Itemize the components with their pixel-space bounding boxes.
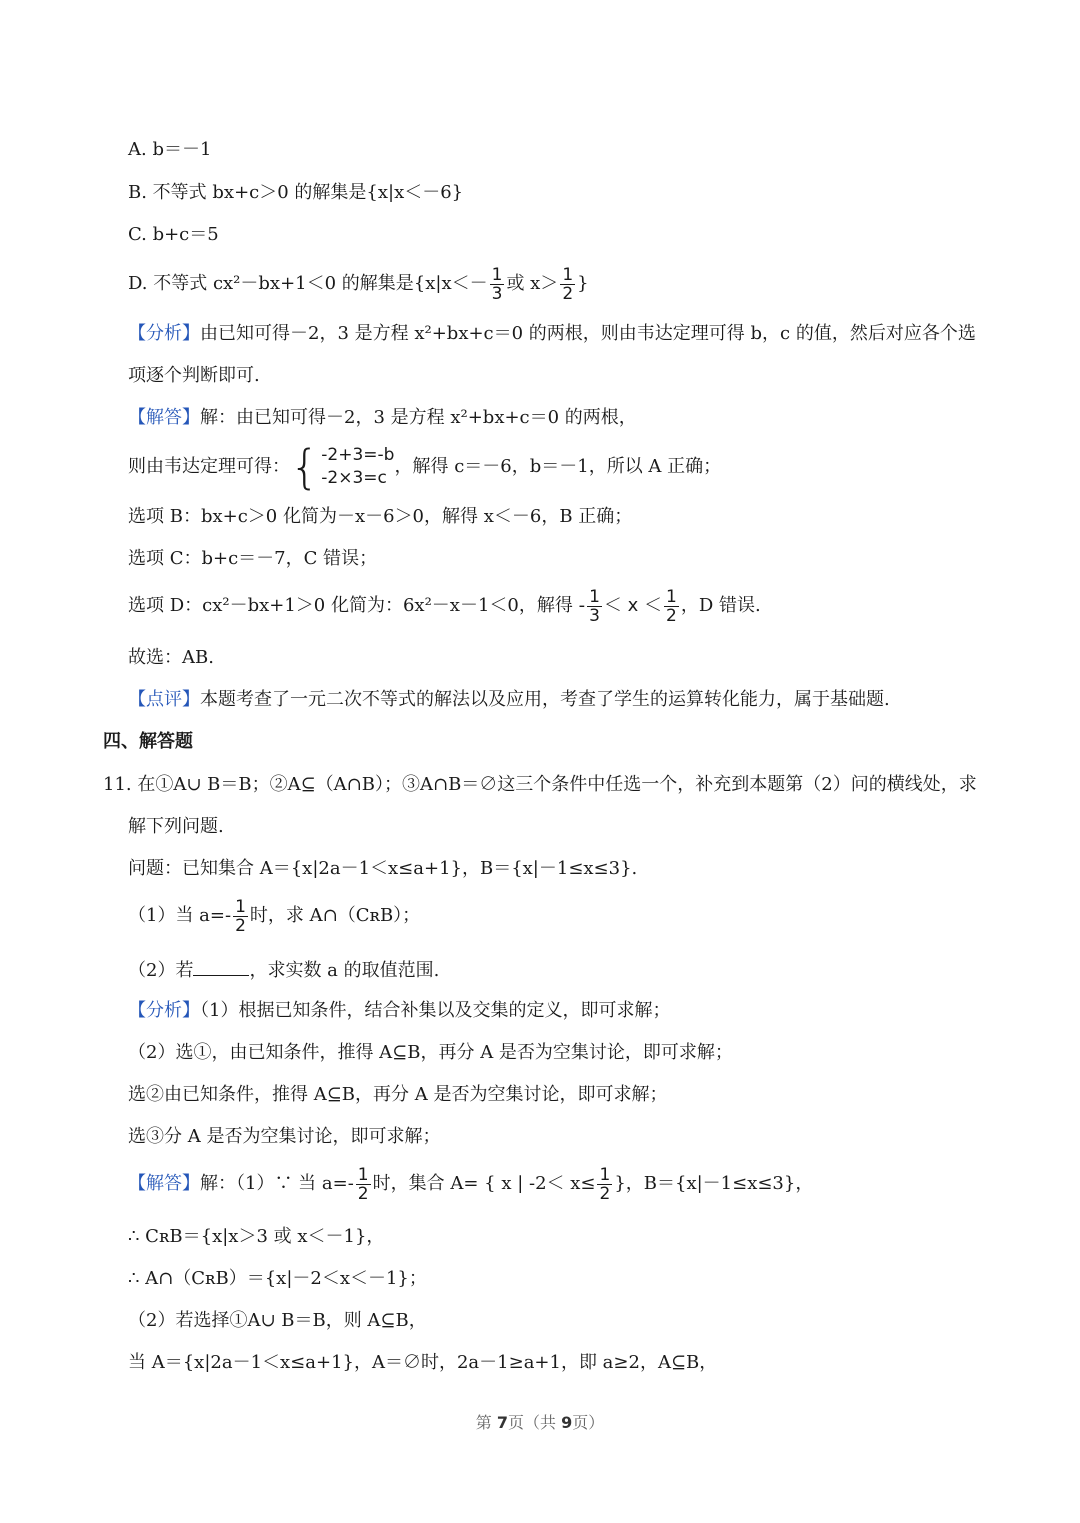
footer-mid: 页（共 bbox=[507, 1413, 562, 1432]
answer-line-2 bbox=[128, 442, 721, 492]
q11-text-2: 解下列问题. bbox=[128, 816, 224, 837]
option-d-mid: 或 x＞ bbox=[506, 273, 559, 294]
q11-problem-text: 问题：已知集合 A＝{x|2a－1＜x≤a+1}，B＝{x|－1≤x≤3}. bbox=[128, 858, 638, 879]
q11-part-2-pre: （2）若 bbox=[128, 960, 194, 981]
option-c bbox=[128, 223, 219, 247]
q11-problem bbox=[128, 857, 637, 881]
comment-text: 本题考查了一元二次不等式的解法以及应用，考查了学生的运算转化能力，属于基础题. bbox=[200, 689, 890, 710]
answer-text-5-pre: 选项 D：cx²－bx+1＞0 化简为：6x²－x－1＜0，解得 bbox=[128, 595, 579, 616]
q11-part-1-pre: （1）当 a=- bbox=[128, 905, 232, 926]
footer-pre: 第 bbox=[475, 1413, 497, 1432]
q11-part-1 bbox=[128, 894, 420, 938]
answer-line-6 bbox=[128, 646, 214, 670]
option-d-post: } bbox=[577, 273, 589, 294]
answer-text-6: 故选：AB. bbox=[128, 647, 214, 668]
analysis-tag: 【分析】 bbox=[128, 323, 200, 344]
equation-system bbox=[290, 440, 395, 494]
q11-answer-line-3 bbox=[128, 1267, 427, 1291]
q11-analysis-line-4 bbox=[128, 1125, 440, 1149]
answer-text-3: 选项 B：bx+c＞0 化简为－x－6＞0，解得 x＜－6，B 正确； bbox=[128, 506, 633, 527]
analysis-line-1 bbox=[128, 322, 976, 346]
q11-part-1-fraction: $\frac{1}{2}$ bbox=[235, 896, 246, 936]
option-d-fraction-2: $\frac{1}{2}$ bbox=[562, 264, 574, 304]
q11-answer-line-1 bbox=[128, 1162, 813, 1206]
option-d bbox=[128, 262, 589, 306]
answer-text-2-pre: 则由韦达定理可得： bbox=[128, 456, 290, 477]
left-brace-icon: { bbox=[290, 440, 320, 494]
minus-sign: - bbox=[578, 595, 586, 616]
answer-line-4 bbox=[128, 547, 377, 571]
q11-part-2 bbox=[128, 957, 439, 983]
option-b-text: B. 不等式 bx+c＞0 的解集是{x|x＜－6} bbox=[128, 182, 464, 203]
comment-tag: 【点评】 bbox=[128, 689, 200, 710]
q11-answer-text-4: （2）若选择①A∪ B＝B，则 A⊆B， bbox=[128, 1310, 427, 1331]
answer-text-2-post: ，解得 c＝－6，b＝－1，所以 A 正确； bbox=[394, 456, 722, 477]
option-a-text: A. b＝－1 bbox=[128, 139, 212, 160]
q11-part-2-post: ，求实数 a 的取值范围. bbox=[249, 960, 440, 981]
q11-answer-line-5 bbox=[128, 1351, 717, 1375]
q11-answer-text-1-post: }，B＝{x|－1≤x≤3}， bbox=[614, 1173, 814, 1194]
q11-answer-line-4 bbox=[128, 1309, 427, 1333]
q11-answer-tag: 【解答】 bbox=[128, 1173, 200, 1194]
q11-answer-text-1-pre: 解：（1）∵ 当 a=- bbox=[200, 1173, 354, 1194]
footer-post: 页） bbox=[572, 1413, 605, 1432]
analysis-line-2 bbox=[128, 364, 260, 388]
option-d-fraction-1: $\frac{1}{3}$ bbox=[491, 264, 503, 304]
option-a bbox=[128, 138, 211, 162]
q11-analysis-text-2: （2）选①，由已知条件，推得 A⊆B，再分 A 是否为空集讨论，即可求解； bbox=[128, 1042, 733, 1063]
q11-analysis-line-1 bbox=[128, 999, 670, 1023]
q11-analysis-text-1: （1）根据已知条件，结合补集以及交集的定义，即可求解； bbox=[200, 1000, 671, 1021]
option-c-text: C. b+c＝5 bbox=[128, 224, 219, 245]
answer-fraction-2: $\frac{1}{2}$ bbox=[666, 586, 677, 626]
q11-answer-fraction-2: $\frac{1}{2}$ bbox=[599, 1164, 611, 1204]
answer-line-3 bbox=[128, 505, 632, 529]
q11-line-2 bbox=[128, 815, 224, 839]
footer-page-number: 7 bbox=[496, 1413, 508, 1432]
q11-line-1 bbox=[103, 773, 977, 797]
q11-analysis-text-4: 选③分 A 是否为空集讨论，即可求解； bbox=[128, 1126, 441, 1147]
page-footer bbox=[0, 1410, 1080, 1433]
q11-answer-fraction-1: $\frac{1}{2}$ bbox=[357, 1164, 369, 1204]
answer-tag: 【解答】 bbox=[128, 407, 200, 428]
analysis-text-2: 项逐个判断即可. bbox=[128, 365, 260, 386]
answer-fraction-1: $\frac{1}{3}$ bbox=[589, 586, 600, 626]
answer-text-5-mid: ＜ x ＜ bbox=[603, 595, 663, 616]
answer-blank bbox=[193, 957, 249, 976]
q11-answer-text-1-mid: 时，集合 A= { x | -2＜ x≤ bbox=[372, 1173, 596, 1194]
comment-line bbox=[128, 688, 890, 712]
answer-text-5-post: ，D 错误. bbox=[680, 595, 761, 616]
answer-text-1: 解：由已知可得－2，3 是方程 x²+bx+c＝0 的两根， bbox=[200, 407, 637, 428]
q11-part-1-post: 时，求 A∩（CʀB）； bbox=[249, 905, 421, 926]
analysis-text-1: 由已知可得－2，3 是方程 x²+bx+c＝0 的两根，则由韦达定理可得 b，c 的值，然后对应各个选 bbox=[200, 323, 976, 344]
answer-line-1 bbox=[128, 406, 637, 430]
q11-answer-text-2: ∴ CʀB＝{x|x＞3 或 x＜－1}， bbox=[128, 1226, 385, 1247]
answer-line-5 bbox=[128, 584, 761, 628]
q11-answer-line-2 bbox=[128, 1225, 384, 1249]
section-heading: 四、解答题 bbox=[103, 731, 193, 752]
equation-row-1: -2+3=-b bbox=[321, 445, 395, 465]
q11-analysis-tag: 【分析】 bbox=[128, 1000, 200, 1021]
q11-analysis-line-3 bbox=[128, 1083, 667, 1107]
answer-text-4: 选项 C：b+c＝－7，C 错误； bbox=[128, 548, 378, 569]
q11-answer-text-3: ∴ A∩（CʀB）＝{x|－2＜x＜－1}； bbox=[128, 1268, 427, 1289]
option-b bbox=[128, 181, 463, 205]
q11-analysis-line-2 bbox=[128, 1041, 733, 1065]
option-d-pre: D. 不等式 cx²－bx+1＜0 的解集是{x|x＜－ bbox=[128, 273, 488, 294]
q11-analysis-text-3: 选②由已知条件，推得 A⊆B，再分 A 是否为空集讨论，即可求解； bbox=[128, 1084, 668, 1105]
footer-total-pages: 9 bbox=[561, 1413, 573, 1432]
q11-answer-text-5: 当 A＝{x|2a－1＜x≤a+1}，A＝∅时，2a－1≥a+1，即 a≥2，A⊆B， bbox=[128, 1352, 718, 1373]
q11-text-1: 11. 在①A∪ B＝B；②A⊆（A∩B）；③A∩B＝∅这三个条件中任选一个，补充到本题第（2）问的横线处，求 bbox=[103, 774, 977, 795]
equation-row-2: -2×3=c bbox=[321, 468, 387, 488]
